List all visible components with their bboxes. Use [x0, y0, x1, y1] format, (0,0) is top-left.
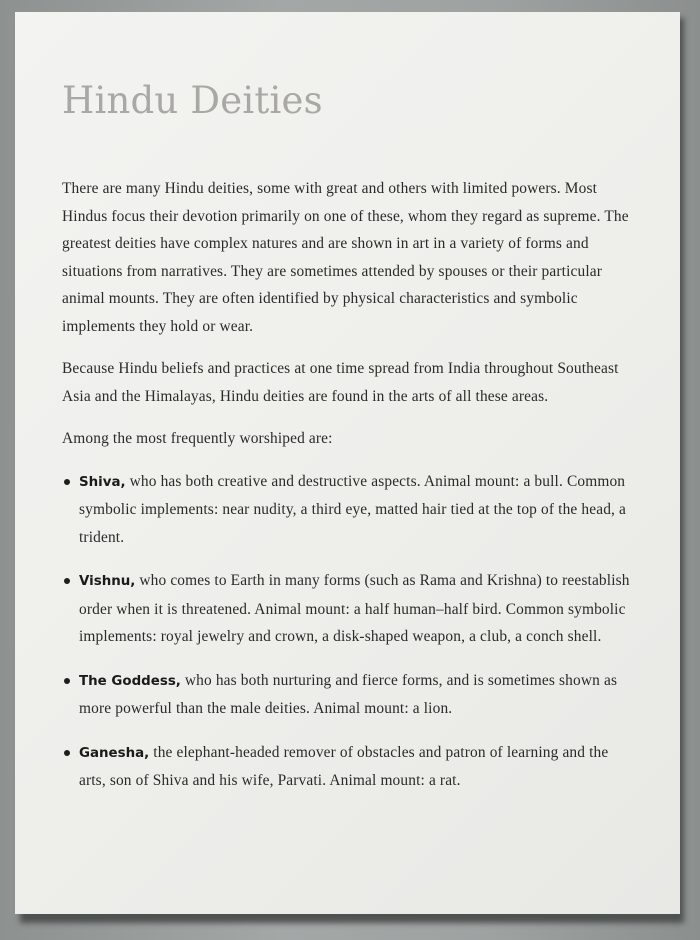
deity-description: the elephant-headed remover of obstacles and patron of learning and the arts, son of Shiva and his wife, Parvati. Animal mount: a rat.: [79, 743, 609, 789]
deity-name: Ganesha,: [79, 745, 150, 761]
deity-item-vishnu: [62, 567, 637, 651]
deity-name: Shiva,: [79, 474, 126, 490]
deity-item-goddess: [62, 667, 637, 723]
deity-name: The Goddess,: [79, 673, 181, 689]
deity-description: who has both creative and destructive aspects. Animal mount: a bull. Common symbolic implements: near nudity, a third eye, matted hair tied at the top of the head, a trident.: [79, 472, 627, 546]
sign-body: [62, 175, 637, 811]
museum-sign-panel: [15, 12, 680, 914]
list-intro: Among the most frequently worshiped are:: [62, 430, 333, 447]
deity-description: who has both nurturing and fierce forms, and is sometimes shown as more powerful than the male deities. Animal mount: a lion.: [79, 671, 618, 717]
deity-item-shiva: [62, 468, 637, 552]
bullet-icon: [64, 678, 70, 684]
intro-paragraph: There are many Hindu deities, some with great and others with limited powers. Most Hindus focus their devotion primarily on one of these, whom they regard as supreme. The greatest deities have complex natures and are shown in art in a variety of forms and situations from narratives. They are sometimes attended by spouses or their particular animal mounts. They are often identified by physical characteristics and symbolic implements they hold or wear.: [62, 180, 629, 335]
deity-list: [62, 468, 637, 795]
deity-description: who comes to Earth in many forms (such as Rama and Krishna) to reestablish order when it is threatened. Animal mount: a half human–half bird. Common symbolic implements: royal jewelry and crown, a disk-shaped weapon, a club, a conch shell.: [79, 572, 630, 645]
bullet-icon: [64, 578, 70, 584]
deity-name: Vishnu,: [79, 574, 136, 589]
bullet-icon: [64, 750, 70, 756]
deity-item-ganesha: [62, 739, 637, 795]
sign-title: Hindu Deities: [62, 79, 323, 122]
bullet-icon: [64, 479, 70, 485]
spread-paragraph: Because Hindu beliefs and practices at one time spread from India throughout Southeast Asia and the Himalayas, Hindu deities are found in the arts of all these areas.: [62, 360, 619, 405]
